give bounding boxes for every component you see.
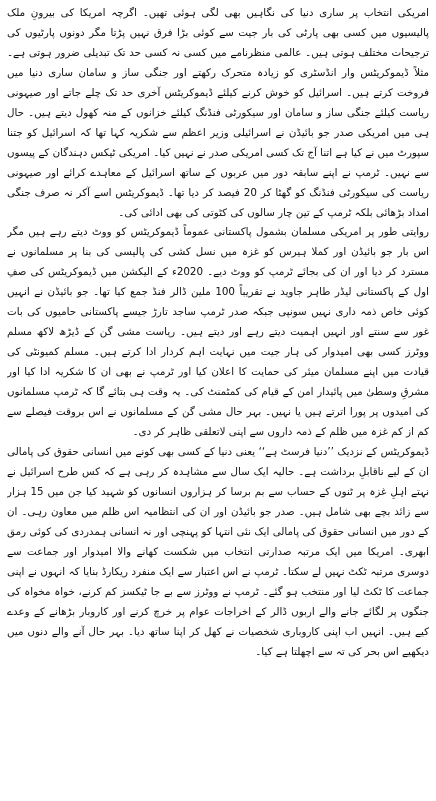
article-paragraph-2: روایتی طور پر امریکی مسلمان بشمول پاکستانی عموماً ڈیموکریٹس کو ووٹ دیتے رہے ہیں مگر اس بار جو بائیڈن اور کملا ہیرس کو غزہ میں نسل کشی کی پالیسی کی بنا پر مسلمانوں نے مسترد کر دیا اور ان کی بجائے ٹرمپ کو ووٹ دیے۔ 2020ء کے الیکشن میں ڈیموکریٹس کی صفِ اول کے پاکستانی لیڈر طاہر جاوید نے تقریباً 100 ملین ڈالر فنڈ جمع کیا تھا۔ جو بائیڈن نے انہیں کوئی خاص ذمہ داری نہیں سونپی جبکہ صدر ٹرمپ ساجد تارڑ جیسے پاکستانی حامیوں کی بات غور سے سنتے اور انہیں اہمیت دیتے رہے اور دیتے ہیں۔ ریاست مشی گن کے ڈیڑھ لاکھ مسلم ووٹرز کسی بھی امیدوار کی ہار جیت میں نہایت اہم کردار ادا کرتے ہیں۔ مسلم کمیونٹی کی قیادت میں اپنے مسلمان میئر کی حمایت کا اعلان کیا اور ٹرمپ نے بھی ان کا شکریہ ادا کیا اور مشرقِ وسطیٰ میں پائیدار امن کے قیام کی کمٹمنٹ کی۔ یہ وقت ہی بتائے گا کہ ٹرمپ مسلمانوں کی امیدوں پر پورا اترتے ہیں یا نہیں۔ بہر حال مشی گن کے مسلمانوں نے اس بروقت فیصلے سے کم از کم غزہ میں ظلم کے ذمہ داروں سے اپنی لاتعلقی ظاہر کر دی۔ [7, 226, 429, 439]
article-body [7, 4, 429, 793]
article-paragraph-1: امریکی انتخاب پر ساری دنیا کی نگاہیں بھی لگی ہوئی تھیں۔ اگرچہ امریکا کی بیرونِ ملک پالیسیوں میں کسی بھی پارٹی کی بار جیت سے کوئی بڑا فرق نہیں پڑتا مگر دونوں پارٹیوں کی ترجیحات مختلف ہوتی ہیں۔ عالمی منظرنامے میں کسی نہ کسی حد تک تبدیلی ضرور ہوتی ہے۔ مثلاً ڈیموکریٹس وار انڈسٹری کو زیادہ متحرک رکھتے اور جنگی ساز و سامان ساری دنیا میں فروخت کرتے ہیں۔ اسرائیل کو خوش کرنے کیلئے ڈیموکریٹس آخری حد تک چلے جاتے اور صیہونی ریاست کیلئے جنگی ساز و سامان اور سیکورٹی فنڈنگ کیلئے خزانوں کے منہ کھول دیتے ہیں۔ حال ہی میں امریکی صدر جو بائیڈن نے اسرائیلی وزیر اعظم سے شکریہ کہا تھا کہ اسرائیل کو جتنا سپورٹ میں نے کیا ہے اتنا آج تک کسی امریکی صدر نے نہیں کیا۔ امریکی ٹیکس دہندگان کے پیسوں سے نہیں۔ ٹرمپ نے اپنے سابقہ دور میں عربوں کے ساتھ اسرائیل کے معاہدے کرائے اور صیہونی ریاست کی سیکورٹی فنڈنگ کو گھٹا کر 20 فیصد کر دیا تھا۔ ڈیموکریٹس اسے آکر نہ صرف جنگی امداد بڑھائی بلکہ ٹرمپ کے تین چار سالوں کی کٹوتی کی بھی ادائی کی۔ [7, 7, 429, 219]
article-paragraph-3: ڈیموکریٹس کے نزدیک ’’دنیا فرسٹ ہے‘‘ یعنی دنیا کے کسی بھی کونے میں انسانی حقوق کی پامالی ان کے لیے ناقابلِ برداشت ہے۔ حالیہ ایک سال سے مشاہدہ کر رہی ہے کہ کس طرح اسرائیل نے نہتے اہلِ غزہ پر ٹنوں کے حساب سے بم برسا کر ہزاروں انسانوں کو شہید کیا جن میں 15 ہزار سے زائد بچے بھی شامل ہیں۔ صدر جو بائیڈن اور ان کی انتظامیہ اس ظلم میں معاون رہی۔ ان کے دور میں انسانی حقوق کی پامالی ایک نئی انتہا کو پہنچی اور نہ انسانی ہمدردی کی کوئی رمق ابھری۔ امریکا میں ایک مرتبہ صدارتی انتخاب میں شکست کھانے والا امیدوار اور جماعت سے دوسری مرتبہ ٹکٹ نہیں لے سکتا۔ ٹرمپ نے اس اعتبار سے ایک منفرد ریکارڈ بنایا کہ انہوں نے اپنی جماعت کا ٹکٹ لیا اور منتخب ہو گئے۔ ٹرمپ نے ووٹرز سے بے جا ٹیکسز کم کرنے، خواہ مخواہ کی جنگوں پر لگائے جانے والے اربوں ڈالر کے اخراجات عوام پر خرچ کرنے اور کاروبار بڑھانے کے وعدے کیے ہیں۔ انہیں اب اپنی کاروباری شخصیات نے کھل کر اپنا ساتھ دیا۔ بہر حال آنے والے دنوں میں دیکھیے اس بحر کی تہ سے اچھلتا ہے کیا۔ [7, 445, 429, 658]
